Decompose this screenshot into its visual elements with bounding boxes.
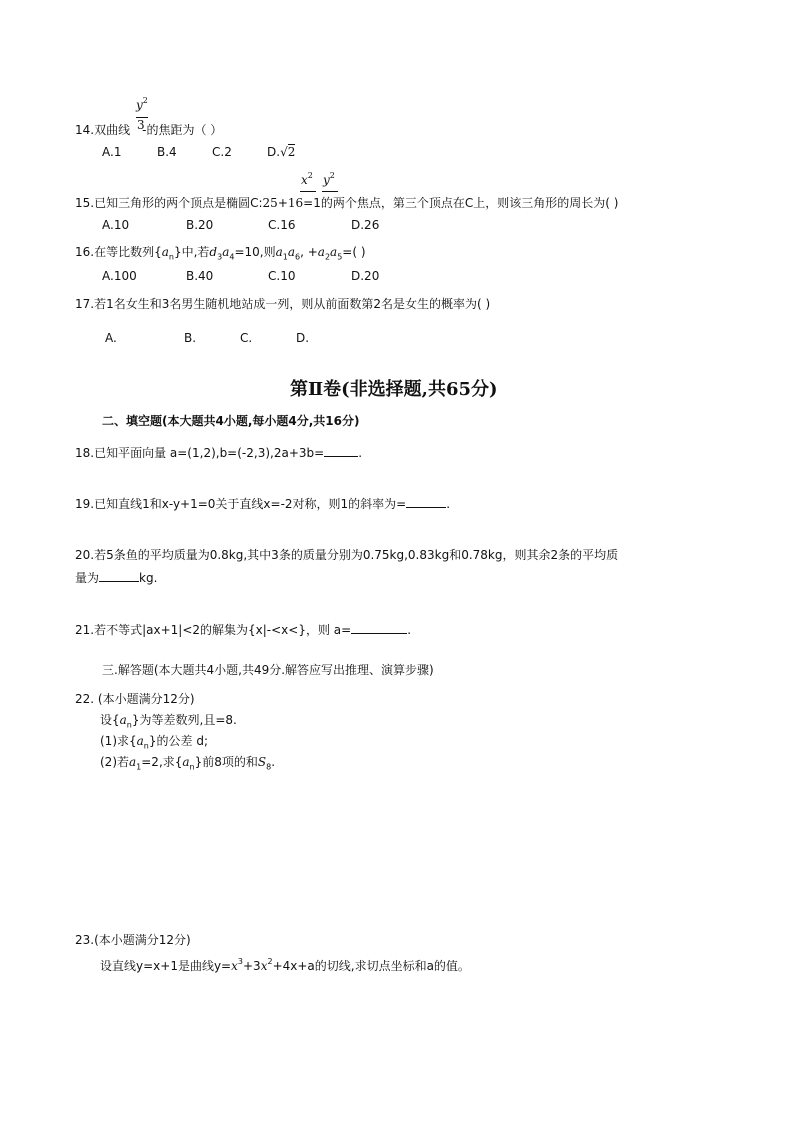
question-21 xyxy=(75,622,411,637)
q17-option-a[interactable]: A. xyxy=(105,331,117,345)
q17-option-d[interactable]: D. xyxy=(296,331,310,345)
question-17 xyxy=(75,297,490,311)
q22-l3-ssub: 8 xyxy=(266,762,272,772)
sqrt-icon: √ xyxy=(280,145,288,159)
q22-l3-sub2: n xyxy=(189,762,195,772)
q19-answer-blank[interactable] xyxy=(406,496,446,508)
q22-heading: 22. (本小题满分12分) xyxy=(75,692,195,706)
q17-number: 17. xyxy=(75,297,95,311)
q16-d3: d xyxy=(209,245,218,259)
q15-option-b[interactable]: B.20 xyxy=(186,218,214,232)
q20-answer-blank[interactable] xyxy=(99,570,139,582)
q16-a6-sub: 6 xyxy=(295,252,301,262)
q16-an: a xyxy=(161,245,169,259)
q22-l3-end: . xyxy=(271,755,276,769)
q16-an-sub: n xyxy=(168,252,174,262)
q15-frac1-denominator: 25 xyxy=(262,196,278,210)
q22-l2-post: }的公差 d; xyxy=(148,734,208,748)
q22-l1-a: a xyxy=(119,713,127,727)
q18-end: . xyxy=(358,446,363,460)
q23-l1-pre: 设直线y=x+1是曲线y= xyxy=(100,959,232,973)
question-16 xyxy=(75,245,366,264)
q16-text5: =( ) xyxy=(342,245,366,259)
q16-a2: a xyxy=(317,245,325,259)
q16-a6: a xyxy=(287,245,295,259)
q21-text: 21.若不等式|ax+1|<2的解集为{x|-<x<}，则 a= xyxy=(75,623,352,637)
question-18 xyxy=(75,445,362,460)
q16-a5: a xyxy=(330,245,338,259)
q16-a4-sub: 4 xyxy=(229,252,235,262)
q19-end: . xyxy=(446,497,451,511)
q14-fraction-numerator: $y^2$ xyxy=(136,96,148,112)
q23-x2-exp: 2 xyxy=(267,957,273,966)
q16-option-c[interactable]: C.10 xyxy=(268,269,296,283)
q23-x3-exp: 3 xyxy=(237,957,243,966)
q22-l3-mid2: }前8项的和 xyxy=(194,755,258,769)
q15-frac1-bar xyxy=(300,191,316,192)
q15-pre: 已知三角形的两个顶点是椭圆C: xyxy=(94,196,263,210)
q15-number: 15. xyxy=(75,196,95,210)
q22-line2 xyxy=(100,734,208,753)
q16-a1-sub: 1 xyxy=(282,252,288,262)
q22-l3-pre: (2)若 xyxy=(100,755,129,769)
q22-line1 xyxy=(100,713,237,732)
q15-frac2-denominator: 16 xyxy=(287,196,304,210)
q22-l1-sub: n xyxy=(126,720,132,730)
q21-answer-blank[interactable] xyxy=(351,622,407,634)
q18-answer-blank[interactable] xyxy=(324,445,358,457)
q14-sqrt-value: 2 xyxy=(287,145,296,159)
question-20-line2 xyxy=(75,570,157,585)
q16-d3-sub: 3 xyxy=(217,252,223,262)
q15-option-c[interactable]: C.16 xyxy=(268,218,296,232)
q17-option-b[interactable]: B. xyxy=(184,331,197,345)
section2-title: 二、填空题(本大题共4小题,每小题4分,共16分) xyxy=(102,414,360,428)
q23-heading: 23.(本小题满分12分) xyxy=(75,933,191,947)
q14-option-a[interactable]: A.1 xyxy=(102,145,122,159)
q15-frac2-bar xyxy=(322,191,338,192)
q16-number: 16. xyxy=(75,245,95,259)
q17-text: 若1名女生和3名男生随机地站成一列，则从前面数第2名是女生的概率为( ) xyxy=(94,297,491,311)
q22-line3 xyxy=(100,755,275,774)
q14-option-b[interactable]: B.4 xyxy=(157,145,177,159)
q15-frac2-numerator: $y^2$ xyxy=(323,171,335,187)
q17-option-c[interactable]: C. xyxy=(240,331,253,345)
q16-a1: a xyxy=(275,245,283,259)
q20-pre: 量为 xyxy=(75,571,100,585)
q16-a4: a xyxy=(222,245,230,259)
q23-plus3: +3 xyxy=(242,959,261,973)
q22-l1-post: }为等差数列,且=8. xyxy=(131,713,237,727)
q14-post: -的焦距为（ ） xyxy=(142,123,223,137)
q16-option-d[interactable]: D.20 xyxy=(351,269,380,283)
q15-option-a[interactable]: A.10 xyxy=(102,218,130,232)
question-20-line1: 20.若5条鱼的平均质量为0.8kg,其中3条的质量分别为0.75kg,0.83kg和0.78kg，则其余2条的平均质 xyxy=(75,548,619,562)
q22-l3-s: S xyxy=(257,755,267,769)
q22-l2-sub: n xyxy=(143,741,149,751)
q23-line1 xyxy=(100,955,470,973)
q15-option-d[interactable]: D.26 xyxy=(351,218,380,232)
q16-a5-sub: 5 xyxy=(337,252,343,262)
q22-l3-mid: =2,求{ xyxy=(141,755,183,769)
q18-text: 18.已知平面向量 a=(1,2),b=(-2,3),2a+3b= xyxy=(75,446,325,460)
q14-pre: 双曲线 xyxy=(94,123,131,137)
part2-title: 第Ⅱ卷(非选择题,共65分) xyxy=(290,379,498,400)
q22-l3-sub: 1 xyxy=(136,762,142,772)
q16-text4: , + xyxy=(300,245,318,259)
question-15 xyxy=(75,196,618,210)
q16-text1: 在等比数列{ xyxy=(94,245,162,259)
section3-title: 三.解答题(本大题共4小题,共49分.解答应写出推理、演算步骤) xyxy=(102,663,434,677)
q15-plus: + xyxy=(277,196,288,210)
q21-end: . xyxy=(407,623,412,637)
q22-l2-a: a xyxy=(136,734,144,748)
q15-post: =1的两个焦点，第三个顶点在C上，则该三角形的周长为( ) xyxy=(303,196,619,210)
q16-text2: }中,若 xyxy=(173,245,210,259)
q14-number: 14. xyxy=(75,123,95,137)
q14-fraction-denominator: 3 xyxy=(137,118,145,132)
q22-l1-pre: 设{ xyxy=(100,713,120,727)
q16-option-a[interactable]: A.100 xyxy=(102,269,137,283)
question-19 xyxy=(75,496,450,511)
q14-option-d[interactable] xyxy=(267,145,295,159)
q22-l2-pre: (1)求{ xyxy=(100,734,137,748)
q23-x2: x xyxy=(260,959,268,973)
q22-l3-a2: a xyxy=(182,755,190,769)
q14-option-d-label: D. xyxy=(267,145,281,159)
q14-option-c[interactable]: C.2 xyxy=(212,145,232,159)
q15-frac1-numerator: $x^2$ xyxy=(301,171,313,187)
q23-l1-post: +4x+a的切线,求切点坐标和a的值。 xyxy=(272,959,470,973)
question-14 xyxy=(75,123,222,137)
q16-option-b[interactable]: B.40 xyxy=(186,269,214,283)
q23-x3: x xyxy=(231,959,238,973)
q22-l3-a: a xyxy=(129,755,137,769)
q16-a2-sub: 2 xyxy=(324,252,331,262)
q20-post: kg. xyxy=(139,571,158,585)
q16-text3: =10,则 xyxy=(234,245,276,259)
q19-text: 19.已知直线1和x-y+1=0关于直线x=-2对称，则1的斜率为= xyxy=(75,497,407,511)
